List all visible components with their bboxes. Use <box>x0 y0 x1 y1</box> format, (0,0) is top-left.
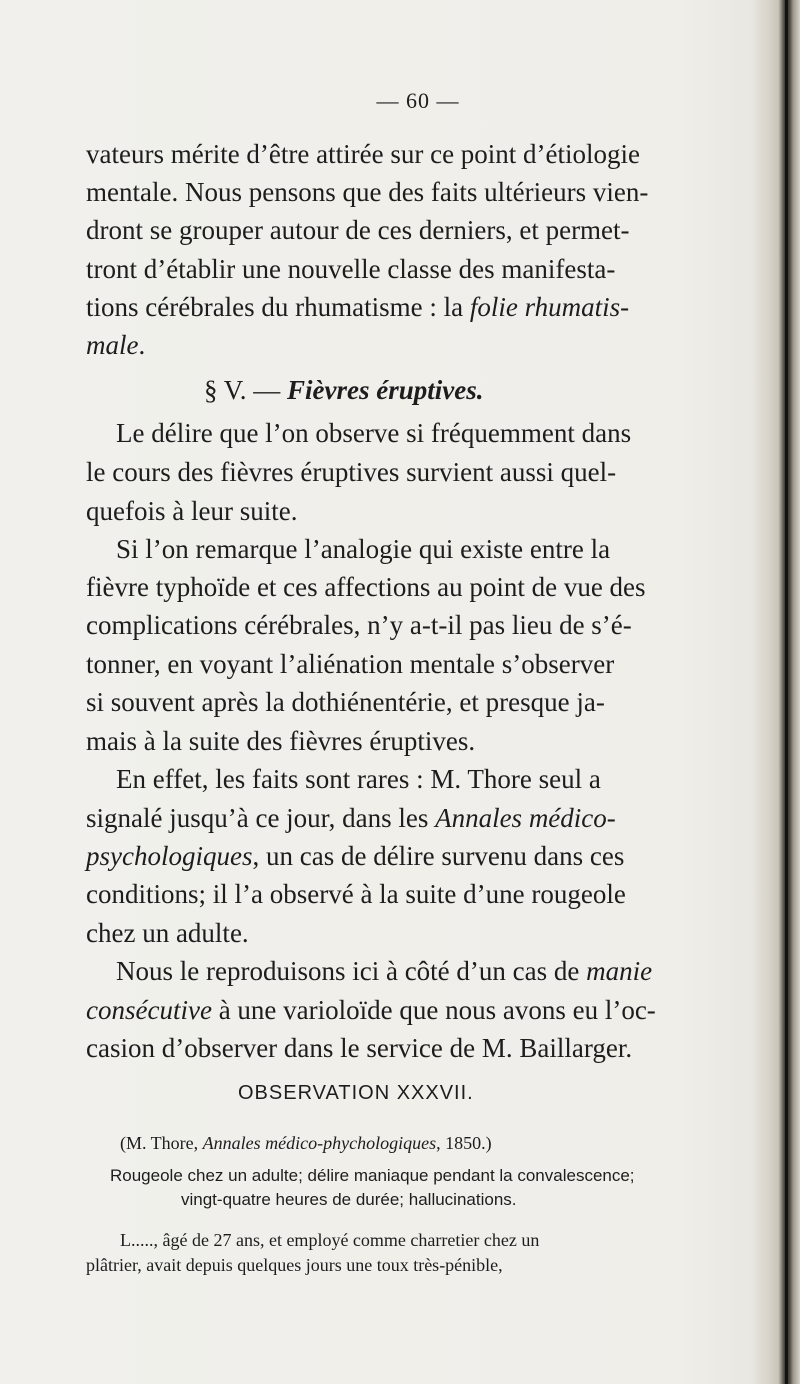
page-binding-shadow <box>785 0 788 1384</box>
text-line <box>86 800 616 836</box>
text-line: Si l’on remarque l’analogie qui existe entre la <box>116 534 611 564</box>
observation-source <box>120 1131 492 1155</box>
text-line: dront se grouper autour de ces derniers, et permet- <box>86 215 630 245</box>
text-line: tonner, en voyant l’aliénation mentale s’observer <box>86 649 615 679</box>
section-title: Fièvres éruptives. <box>287 375 484 405</box>
text-line: Le délire que l’on observe si fréquemment dans <box>116 418 632 448</box>
text-line: tront d’établir une nouvelle classe des manifesta- <box>86 254 616 284</box>
text-segment: à une varioloïde que nous avons eu l’oc- <box>211 995 656 1025</box>
text-line <box>86 327 145 363</box>
observation-body-line: plâtrier, avait depuis quelques jours une toux très-pénible, <box>86 1255 503 1275</box>
text-segment: , un cas de délire survenu dans ces <box>252 841 625 871</box>
italic-term: consécutive <box>86 995 212 1025</box>
text-segment: . <box>138 330 146 360</box>
observation-body-line: L....., âgé de 27 ans, et employé comme charretier chez un <box>120 1230 540 1250</box>
text-line: mentale. Nous pensons que des faits ultérieurs vien- <box>86 177 649 207</box>
italic-title: psychologiques <box>86 841 253 871</box>
text-line: le cours des fièvres éruptives survient aussi quel- <box>86 457 617 487</box>
italic-title: Annales médico- <box>435 803 616 833</box>
text-line: si souvent après la dothiénentérie, et presque ja- <box>86 687 605 717</box>
text-segment: , 1850.) <box>436 1133 492 1153</box>
page-binding-edge <box>752 0 800 1384</box>
text-line: fièvre typhoïde et ces affections au point de vue des <box>86 572 646 602</box>
text-segment: signalé jusqu’à ce jour, dans les <box>86 803 436 833</box>
italic-term: male <box>86 330 139 360</box>
section-prefix: § V. — <box>204 375 288 405</box>
text-line <box>116 953 652 989</box>
observation-summary-line: Rougeole chez un adulte; délire maniaque pendant la convalescence; <box>110 1166 635 1185</box>
text-line: vateurs mérite d’être attirée sur ce point d’étiologie <box>86 139 641 169</box>
text-line: casion d’observer dans le service de M. Baillarger. <box>86 1033 633 1063</box>
text-line <box>86 992 656 1028</box>
page-number: — 60 — <box>376 88 460 113</box>
italic-term: manie <box>586 956 653 986</box>
text-line: complications cérébrales, n’y a-t-il pas lieu de s’é- <box>86 610 632 640</box>
text-line <box>86 289 629 325</box>
text-line: quefois à leur suite. <box>86 496 298 526</box>
text-line: mais à la suite des fièvres éruptives. <box>86 726 476 756</box>
text-line: En effet, les faits sont rares : M. Thore seul a <box>116 764 601 794</box>
italic-term: folie rhumatis- <box>469 292 630 322</box>
text-line: conditions; il l’a observé à la suite d’une rougeole <box>86 879 626 909</box>
observation-summary-line: vingt-quatre heures de durée; hallucinations. <box>181 1190 517 1209</box>
text-line: chez un adulte. <box>86 918 249 948</box>
observation-title: OBSERVATION XXXVII. <box>238 1082 474 1104</box>
text-segment: (M. Thore, <box>120 1133 203 1153</box>
section-heading <box>204 372 484 408</box>
text-segment: tions cérébrales du rhumatisme : la <box>86 292 470 322</box>
italic-title: Annales médico-phychologiques <box>202 1133 437 1153</box>
text-segment: Nous le reproduisons ici à côté d’un cas de <box>116 956 587 986</box>
text-line <box>86 838 624 874</box>
